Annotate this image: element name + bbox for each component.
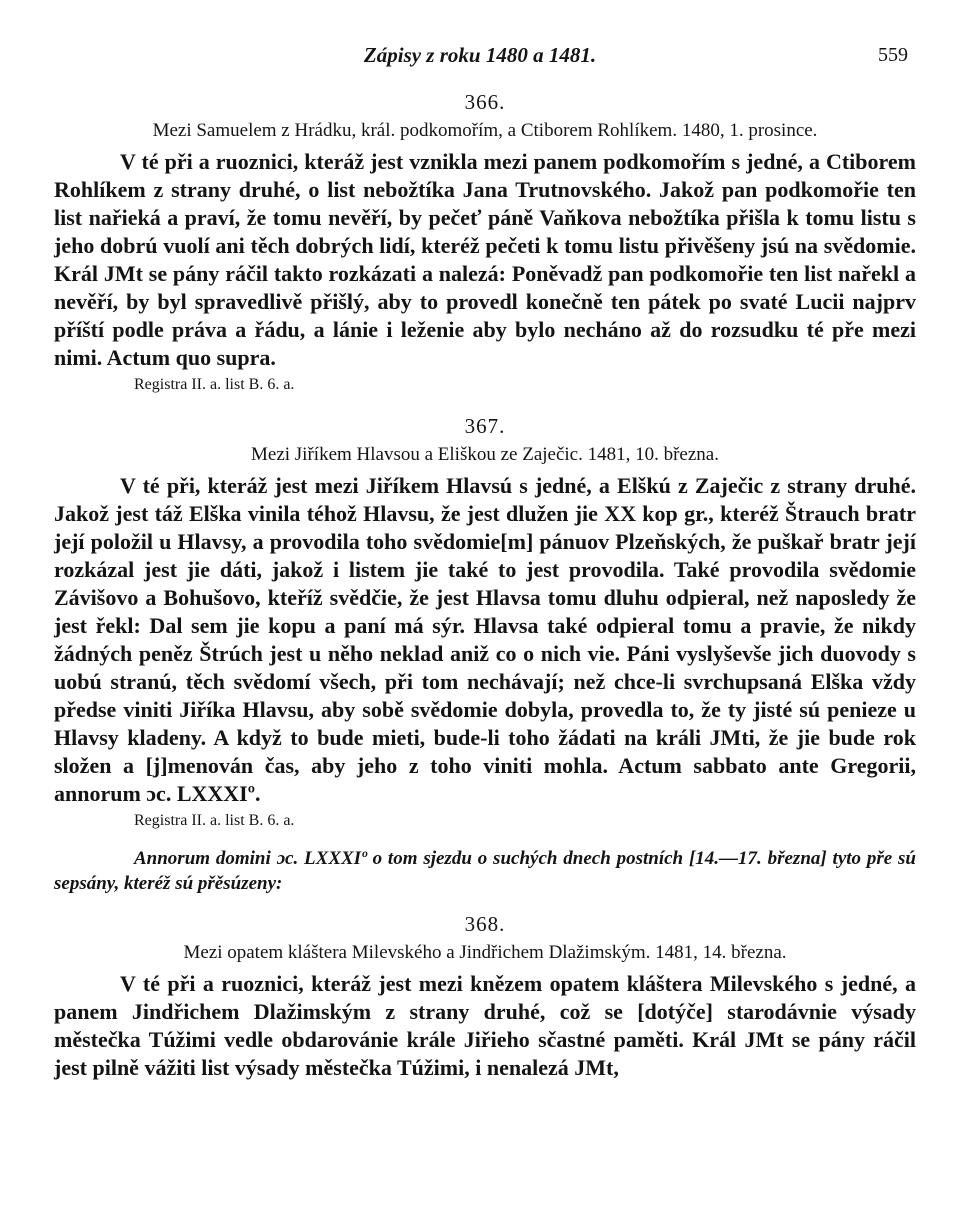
running-head-title: Zápisy z roku 1480 a 1481. [363,43,597,67]
registry-reference: Registra II. a. list B. 6. a. [134,376,295,393]
entry-heading: Mezi Jiříkem Hlavsou a Eliškou ze Zaječic. 1481, 10. března. [251,444,719,465]
entry-text: V té při a ruoznici, kteráž jest vznikla mezi panem podkomořím s jedné, a Ctiborem Rohlíkem z strany druhé, o list nebožtíka Jana Trutnovského. Jakož pan podkomořie ten list nařieká a praví, že tomu nevěří, by pečeť páně Vaňkova nebožtíka přišla k tomu listu s jeho dobrú vuolí ani těch dobrých lidí, kteréž pečeti k tomu listu přivěšeny jsú na svědomie. Král JMt se pány ráčil takto rozkázati a nalezá: Poněvadž pan podkomořie ten list nařekl a nevěří, by byl spravedlivě přišlý, aby to provedl konečně ten pátek po svaté Lucii najprv příští podle práva a řádu, a lánie i leženie aby bylo necháno až do rozsudku té pře mezi nimi. Actum quo supra. [54,149,916,370]
entry-number: 366. [464,90,506,114]
entry-heading: Mezi Samuelem z Hrádku, král. podkomořím, a Ctiborem Rohlíkem. 1480, 1. prosince. [152,120,818,141]
session-note: Annorum domini ɔc. LXXXIº o tom sjezdu o suchých dnech postních [14.—17. března] tyto pře sú sepsány, kteréž sú přěsúzeny: [54,848,916,894]
entry-heading: Mezi opatem kláštera Milevského a Jindřichem Dlažimským. 1481, 14. března. [183,942,787,963]
running-head [0,42,960,68]
entry-366 [54,88,916,396]
entry-368 [54,910,916,1082]
text-column [54,88,916,1082]
entry-number: 367. [464,414,506,438]
entry-text: V té při a ruoznici, kteráž jest mezi knězem opatem kláštera Milevského s jedné, a panem Jindřichem Dlažimským z strany druhé, což se [dotýče] starodávnie výsady městečka Túžimi vedle obdarovánie krále Jiřieho sčastné paměti. Král JMt se pány ráčil jest pilně vážiti list výsady městečka Túžimi, i nenalezá JMt, [54,971,916,1080]
entry-text: V té při, kteráž jest mezi Jiříkem Hlavsú s jedné, a Elškú z Zaječic z strany druhé. Jakož jest táž Elška vinila téhož Hlavsu, že jest dlužen jie XX kop gr., kteréž Štrauch bratr její položil u Hlavsy, a provodila toho svědomie[m] pánuov Plzeňských, že puškař bratr její rozkázal jest jie dáti, jakož i listem jie také to jest provodila. Také provodila svědomie Závišovo a Bohušovo, kteříž svědčie, že jest Hlavsa tomu dluhu odpieral, než naposledy že jest řekl: Dal sem jie kopu a paní má sýr. Hlavsa také odpieral tomu a pravie, že nikdy žádných peněz Štrúch jest u něho neklad aniž co o nich vie. Páni vyslyševše jich duovody s uobú stranú, těch svědomí všech, při tom nechávají; než chce-li svrchupsaná Elška vždy předse viniti Jiříka Hlavsu, aby sobě svědomie dobyla, provedla to, že ty jisté sú penieze u Hlavsy kladeny. A když to bude mieti, bude-li toho žádati na králi JMti, že jie bude rok složen a [j]menován čas, aby jeho z toho viniti mohla. Actum sabbato ante Gregorii, annorum ɔc. LXXXIº. [54,473,916,806]
page-number: 559 [878,44,908,66]
entry-367 [54,412,916,832]
registry-reference: Registra II. a. list B. 6. a. [134,812,295,829]
entry-number: 368. [464,912,506,936]
